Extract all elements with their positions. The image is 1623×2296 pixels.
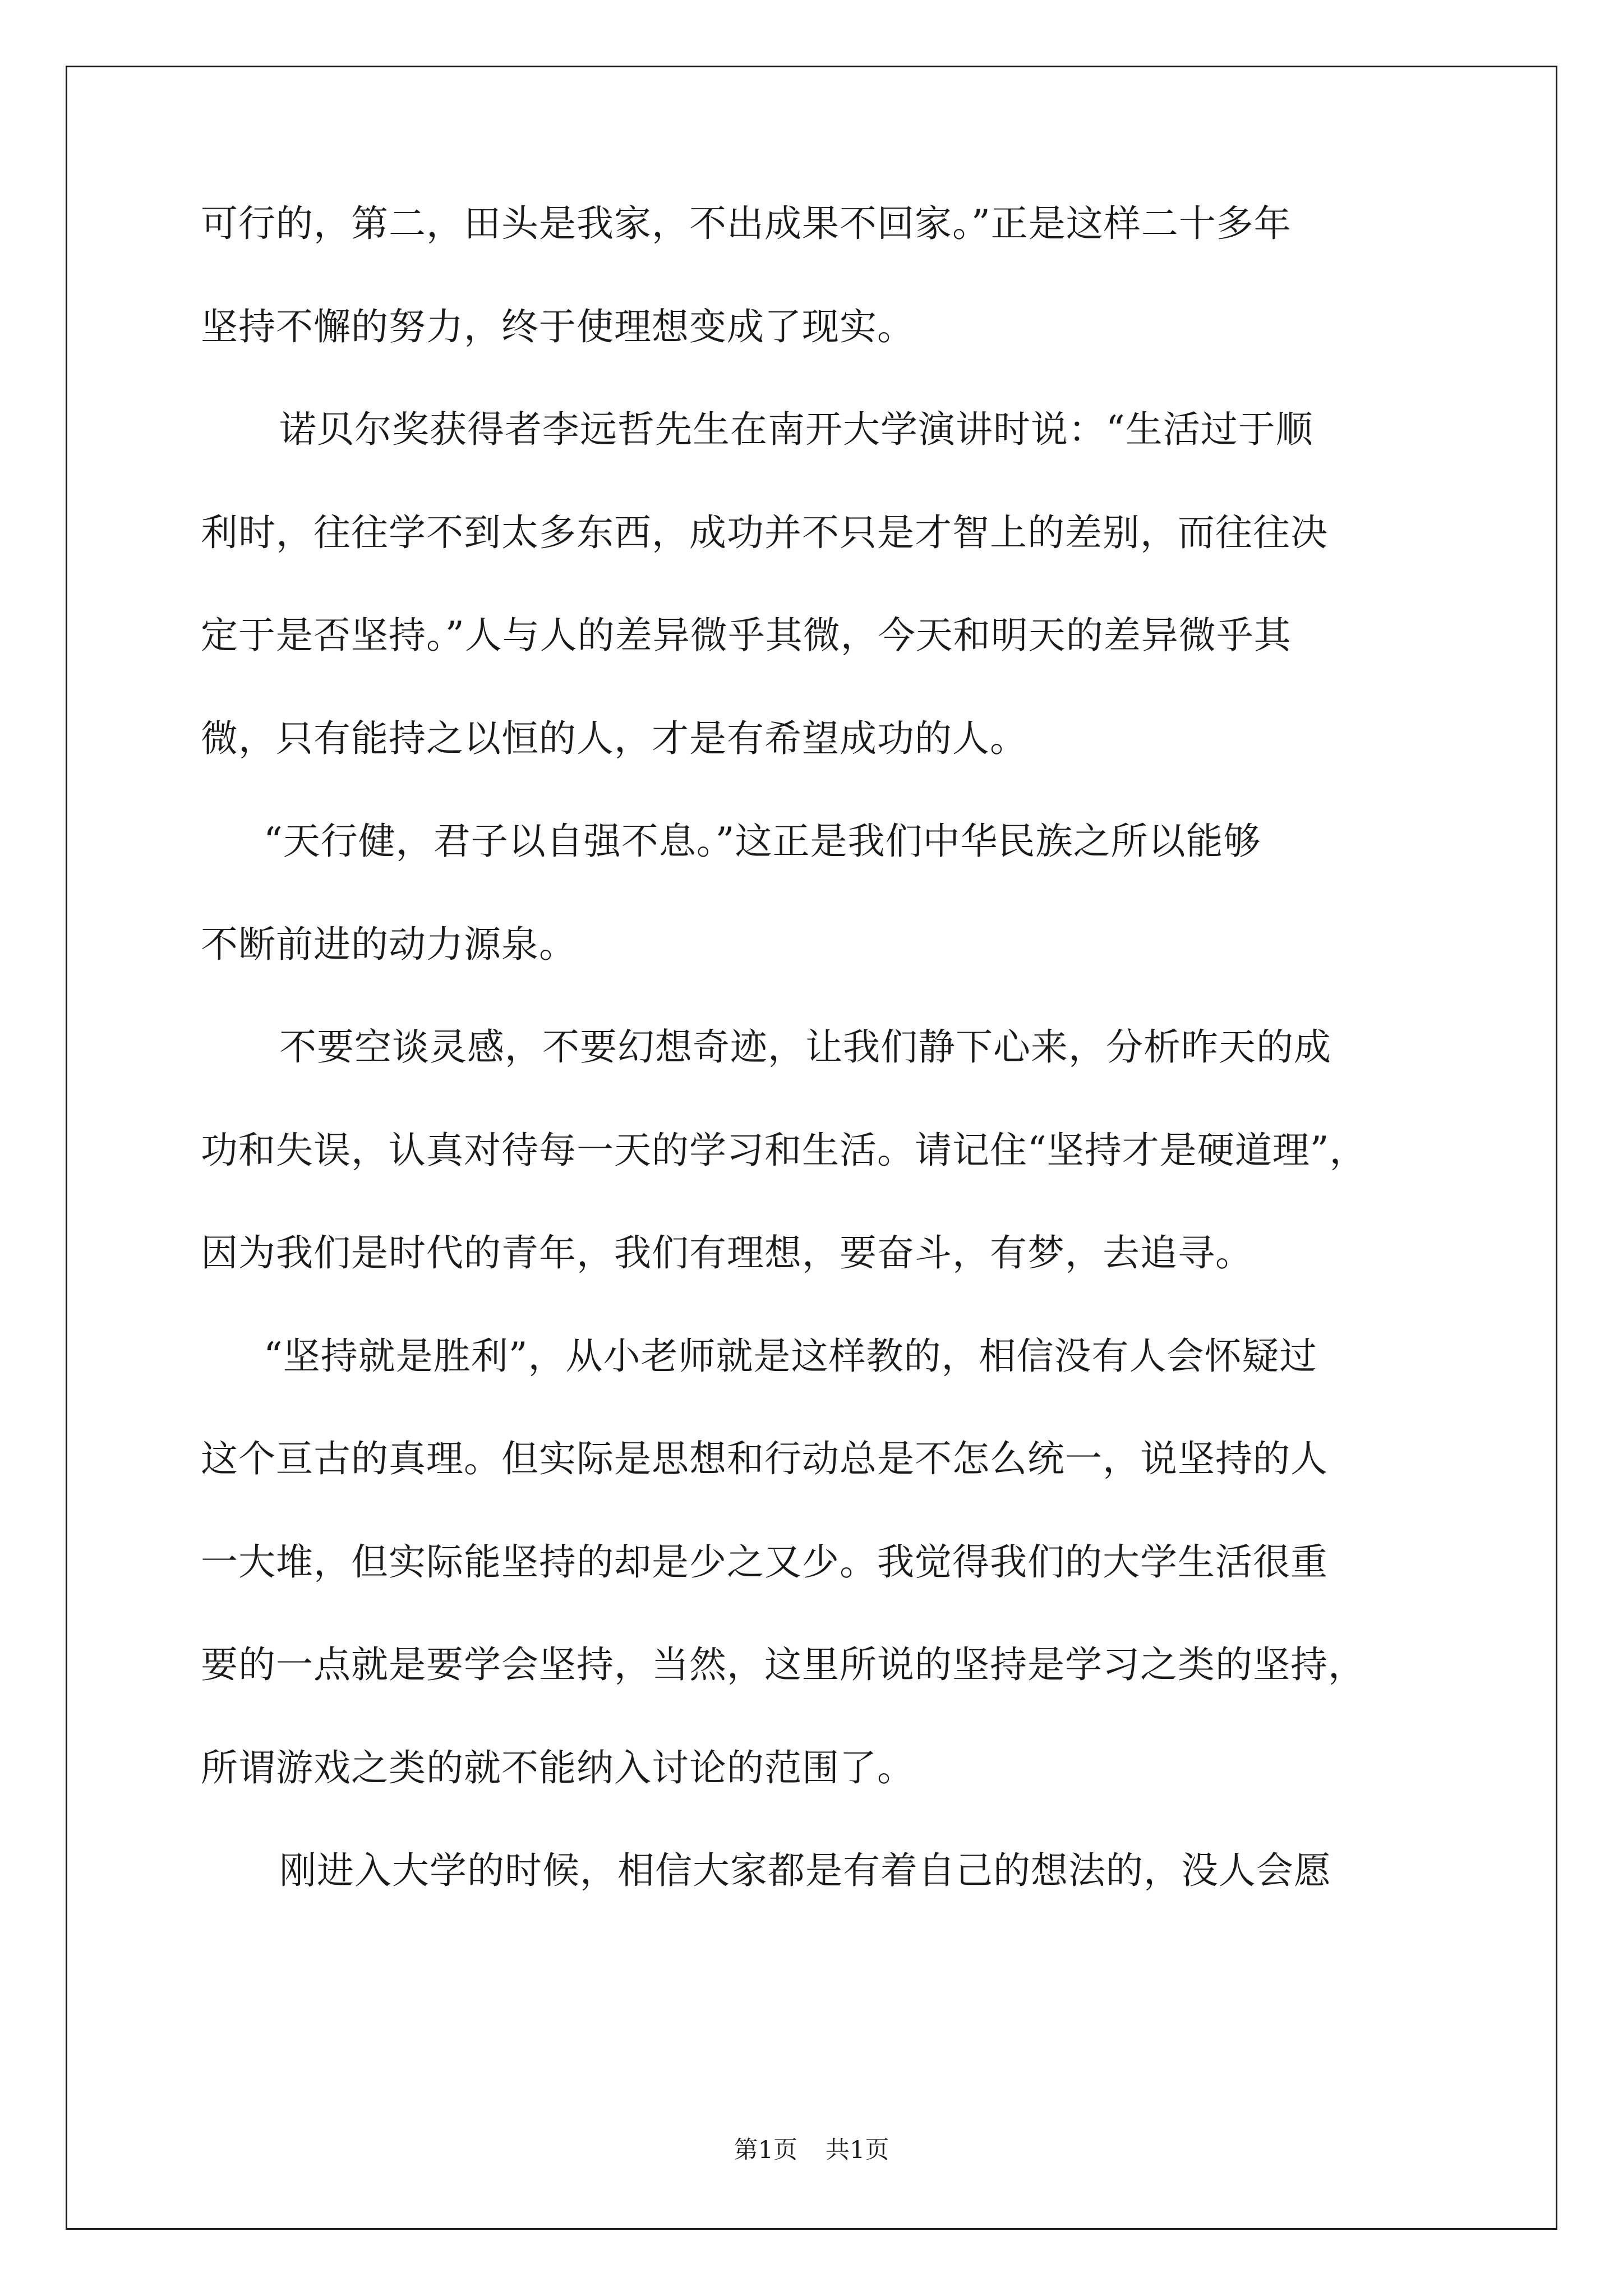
- text-line: 要的一点就是要学会坚持，当然，这里所说的坚持是学习之类的坚持，: [201, 1643, 1366, 1686]
- text-line: 因为我们是时代的青年，我们有理想，要奋斗，有梦，去追寻。: [201, 1231, 1253, 1274]
- text-line: 坚持不懈的努力，终于使理想变成了现实。: [201, 305, 915, 348]
- text-line: 功和失误，认真对待每一天的学习和生活。请记住“坚持才是硬道理”，: [201, 1128, 1367, 1172]
- text-line: 利时，往往学不到太多东西，成功并不只是才智上的差别，而往往决: [201, 510, 1328, 554]
- paragraph-first-line: 刚进入大学的时候，相信大家都是有着自己的想法的，没人会愿: [279, 1849, 1331, 1892]
- page-footer: [0, 2133, 1623, 2167]
- text-line: 一大堆，但实际能坚持的却是少之又少。我觉得我们的大学生活很重: [201, 1540, 1328, 1584]
- text-line: 这个亘古的真理。但实际是思想和行动总是不怎么统一，说坚持的人: [201, 1437, 1328, 1480]
- paragraph-first-line: 不要空谈灵感，不要幻想奇迹，让我们静下心来，分析昨天的成: [279, 1025, 1331, 1069]
- page-number: 第1页: [734, 2136, 797, 2164]
- paragraph-first-line: “天行健，君子以自强不息。”这正是我们中华民族之所以能够: [264, 820, 1261, 863]
- document-body: [201, 203, 1457, 1953]
- paragraph-first-line: “坚持就是胜利”，从小老师就是这样教的，相信没有人会怀疑过: [264, 1334, 1317, 1378]
- text-line: 不断前进的动力源泉。: [201, 922, 577, 966]
- text-line: 所谓游戏之类的就不能纳入讨论的范围了。: [201, 1746, 915, 1789]
- page-total: 共1页: [826, 2136, 889, 2164]
- text-line: 定于是否坚持。”人与人的差异微乎其微，今天和明天的差异微乎其: [201, 614, 1292, 657]
- paragraph-first-line: 诺贝尔奖获得者李远哲先生在南开大学演讲时说：“生活过于顺: [279, 408, 1313, 451]
- text-line: 可行的，第二，田头是我家，不出成果不回家。”正是这样二十多年: [201, 202, 1292, 245]
- text-line: 微，只有能持之以恒的人，才是有希望成功的人。: [201, 716, 1027, 760]
